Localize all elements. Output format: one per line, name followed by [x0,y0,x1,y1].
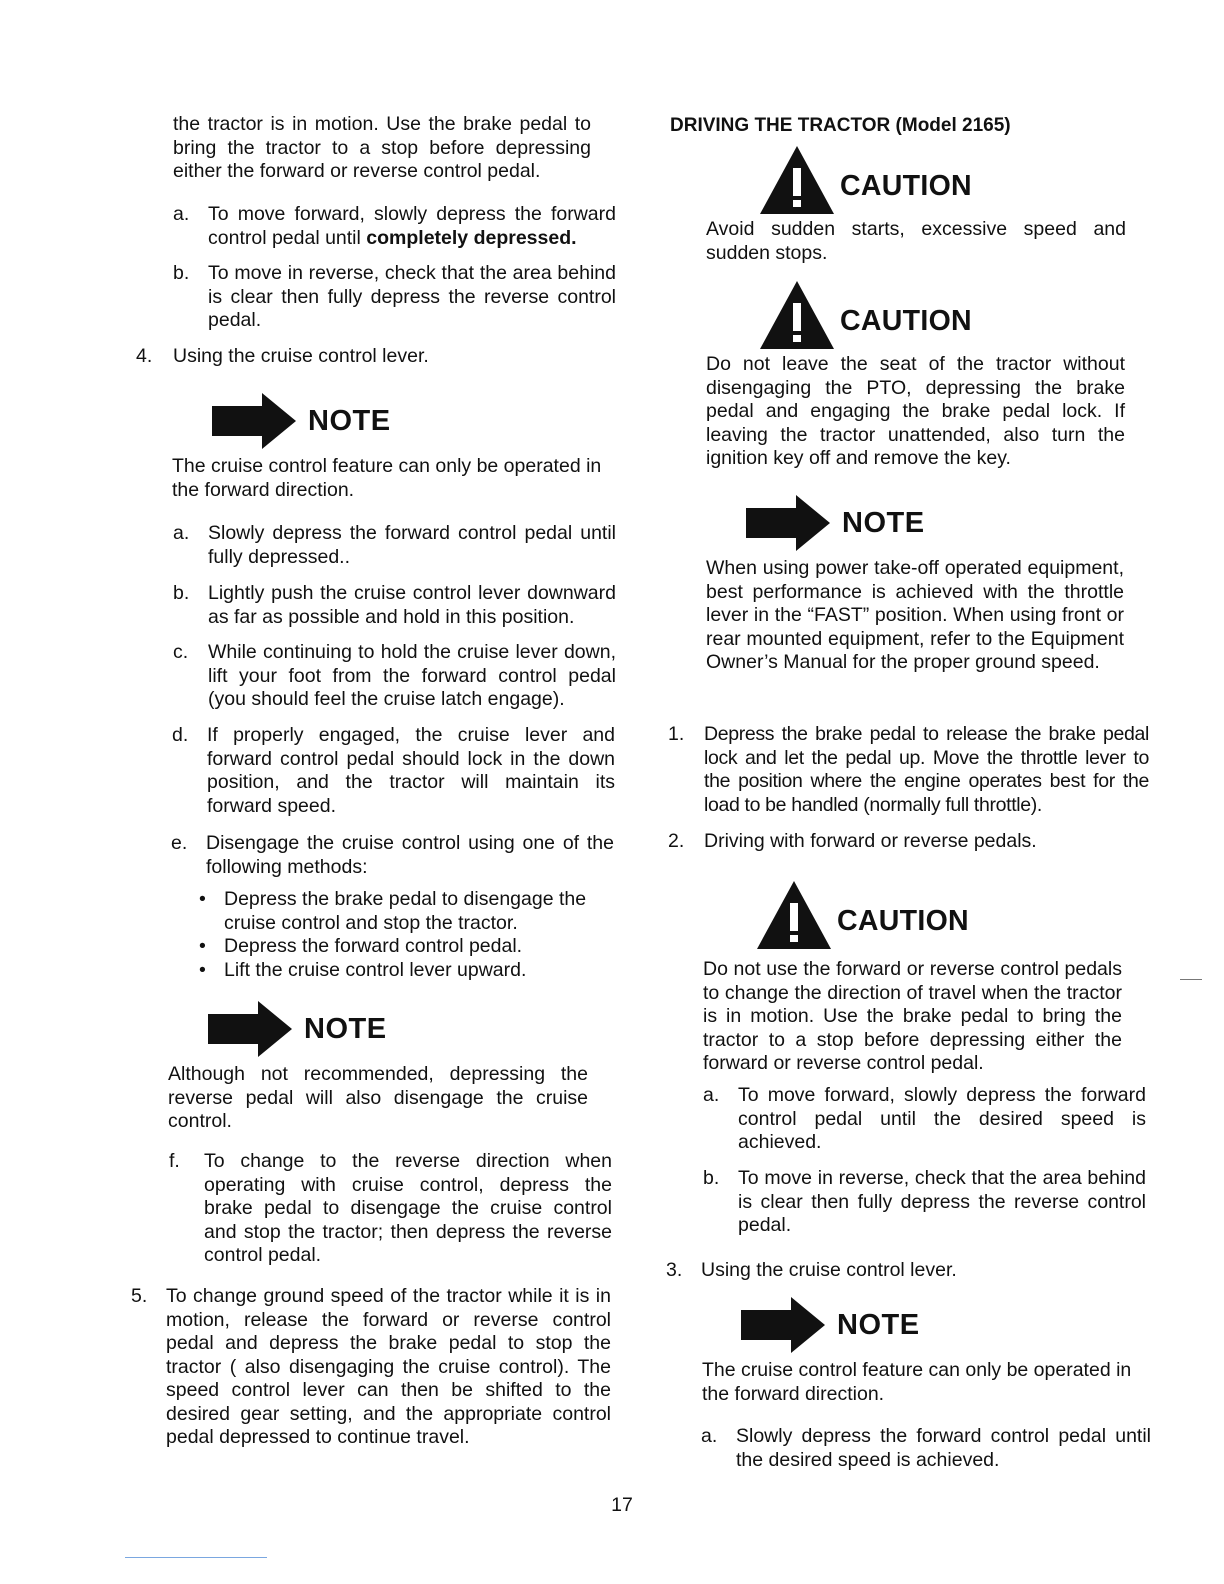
note-heading [746,495,966,549]
bullet-item [199,959,619,983]
bullet-dot-icon: • [199,888,206,910]
caution-label: CAUTION [840,305,972,337]
list-item-text: Driving with forward or reverse pedals. [704,830,1037,852]
list-marker: e. [171,832,188,854]
list-item-text: While continuing to hold the cruise lever down, lift your foot from the forward control pedal (you should feel the cruise latch engage). [208,641,616,710]
list-item [703,1167,1146,1238]
list-item [173,203,616,250]
caution-heading [760,146,1000,218]
note-text: When using power take-off operated equipment, best performance is achieved with the throttle lever in the “FAST” position. When using front or rear mounted equipment, refer to the Equipment Owner’s Manual for the proper ground speed. [706,557,1124,673]
note-label: NOTE [304,1013,387,1045]
bullet-item [199,888,619,935]
caution-heading [757,881,997,953]
caution-text: Avoid sudden starts, excessive speed and sudden stops. [706,218,1126,264]
note-heading [212,393,432,447]
list-item-text: Disengage the cruise control using one of the following methods: [206,832,614,878]
warning-triangle-icon [760,281,834,349]
list-item-text: Lightly push the cruise control lever downward as far as possible and hold in this position. [208,582,616,628]
list-item [668,830,1149,854]
list-item [666,1259,1146,1283]
note-arrow-icon [741,1297,827,1353]
list-marker: b. [703,1167,720,1189]
list-item [173,582,616,629]
note-heading [208,1001,428,1055]
list-item-text: If properly engaged, the cruise lever and forward control pedal should lock in the down position, and the tractor will maintain its forward speed. [207,724,615,817]
list-marker: 4. [136,345,153,367]
note-label: NOTE [837,1309,920,1341]
list-item-text: To move in reverse, check that the area behind is clear then fully depress the reverse control pedal. [208,262,616,331]
intro-paragraph: the tractor is in motion. Use the brake pedal to bring the tractor to a stop before depressing either the forward or reverse control pedal. [173,113,591,182]
bullet-text: Depress the brake pedal to disengage the cruise control and stop the tractor. [224,888,587,934]
list-marker: a. [173,522,190,544]
note-arrow-icon [746,495,832,551]
page-number: 17 [611,1494,633,1516]
list-marker: 3. [666,1259,683,1281]
note-heading [741,1297,961,1351]
list-marker: d. [172,724,189,746]
list-marker: a. [703,1084,720,1106]
list-marker: a. [173,203,190,225]
list-marker: 1. [668,723,685,745]
list-item [173,522,616,569]
list-item-text: Slowly depress the forward control pedal until fully depressed.. [208,522,616,568]
bullet-dot-icon: • [199,935,206,957]
list-marker: 5. [131,1285,148,1307]
caution-label: CAUTION [837,905,969,937]
note-text: Although not recommended, depressing the reverse pedal will also disengage the cruise control. [168,1063,588,1132]
list-item-text: Using the cruise control lever. [173,345,429,367]
note-text: The cruise control feature can only be operated in the forward direction. [702,1359,1132,1405]
note-label: NOTE [842,507,925,539]
list-item-text: To move forward, slowly depress the forward control pedal until completely depressed. [208,203,616,249]
list-item [668,723,1149,817]
list-item-text: To move forward, slowly depress the forward control pedal until the desired speed is achieved. [738,1084,1146,1153]
list-item [136,345,616,369]
list-item [169,1150,612,1268]
list-item [173,641,616,712]
list-item [172,724,615,818]
list-marker: 2. [668,830,685,852]
list-item [131,1285,611,1450]
note-arrow-icon [208,1001,294,1057]
caution-label: CAUTION [840,170,972,202]
list-item [701,1425,1151,1472]
list-item-text: Using the cruise control lever. [701,1259,957,1281]
list-marker: c. [173,641,189,663]
note-label: NOTE [308,405,391,437]
warning-triangle-icon [760,146,834,214]
list-marker: b. [173,262,190,284]
section-heading: DRIVING THE TRACTOR (Model 2165) [670,115,1011,136]
list-item-text: To change ground speed of the tractor while it is in motion, release the forward or reverse control pedal and depress the brake pedal to stop the tractor ( also disengaging the cruise control). The speed control lever can then be shifted to the desired gear setting, and the appropriate control pedal depressed to continue travel. [166,1285,611,1448]
scan-mark [1180,979,1202,980]
list-item-text: To move in reverse, check that the area behind is clear then fully depress the reverse control pedal. [738,1167,1146,1236]
list-item-text: Depress the brake pedal to release the brake pedal lock and let the pedal up. Move the throttle lever to the position where the engine operates best for the load to be handled (normally full throttle). [704,723,1149,816]
list-item-text: To change to the reverse direction when operating with cruise control, depress the brake pedal to disengage the cruise control and stop the tractor; then depress the reverse control pedal. [204,1150,612,1266]
bullet-dot-icon: • [199,959,206,981]
list-item-text: Slowly depress the forward control pedal until the desired speed is achieved. [736,1425,1151,1471]
emphasis-text: completely depressed. [366,226,577,249]
note-arrow-icon [212,393,298,449]
list-marker: b. [173,582,190,604]
list-item [173,262,616,333]
caution-text: Do not leave the seat of the tractor without disengaging the PTO, depressing the brake pedal and engaging the brake pedal lock. If leaving the tractor unattended, also turn the ignition key off and remove the key. [706,353,1125,469]
bullet-text: Depress the forward control pedal. [224,935,523,957]
warning-triangle-icon [757,881,831,949]
note-text: The cruise control feature can only be operated in the forward direction. [172,455,602,501]
bullet-item [199,935,619,959]
footer-rule [125,1557,267,1558]
list-marker: a. [701,1425,718,1447]
caution-heading [760,281,1000,353]
bullet-text: Lift the cruise control lever upward. [224,959,527,981]
list-marker: f. [169,1150,180,1172]
list-item [171,832,614,879]
caution-text: Do not use the forward or reverse control pedals to change the direction of travel when the tractor is in motion. Use the brake pedal to bring the tractor to a stop before depressing either the forward or reverse control pedal. [703,958,1122,1074]
list-item [703,1084,1146,1155]
